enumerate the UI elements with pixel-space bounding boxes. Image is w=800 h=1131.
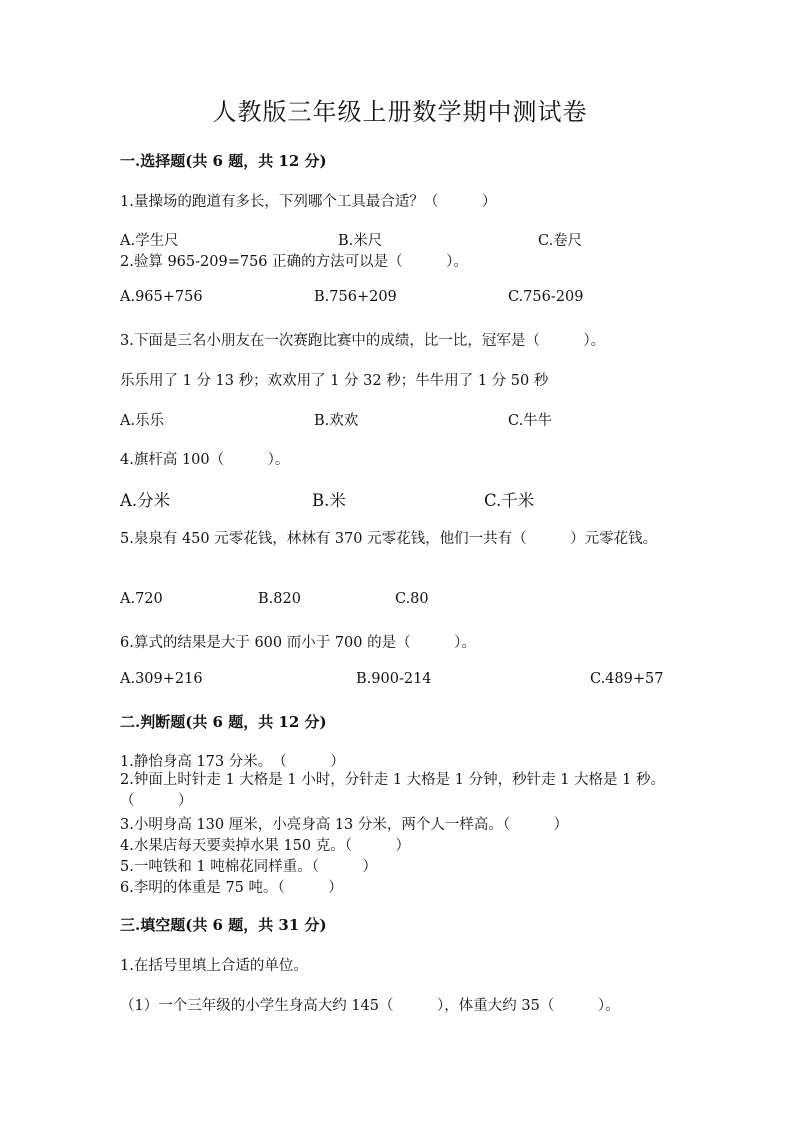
q3-option-b: B.欢欢 (314, 413, 359, 429)
section-heading-choice: 一.选择题(共 6 题，共 12 分) (120, 152, 327, 170)
q3-option-a: A.乐乐 (120, 413, 165, 429)
q3-option-c: C.牛牛 (508, 413, 553, 429)
judgement-1: 1.静怡身高 173 分米。 （ ） (120, 754, 345, 770)
q1-option-a: A.学生尺 (120, 233, 179, 249)
q4-option-a: A.分米 (120, 491, 171, 510)
q5-option-b: B.820 (258, 591, 301, 607)
fill-question-1-part-1: （1）一个三年级的小学生身高大约 145（ ），体重大约 35（ ）。 (120, 998, 620, 1014)
q4-option-c: C.千米 (484, 491, 535, 510)
q1-option-c: C.卷尺 (538, 233, 583, 249)
q2-option-a: A.965+756 (120, 289, 203, 305)
q6-option-a: A.309+216 (120, 671, 203, 687)
q2-option-b: B.756+209 (314, 289, 397, 305)
judgement-4: 4.水果店每天要卖掉水果 150 克。（ ） (120, 838, 410, 854)
q6-option-c: C.489+57 (590, 671, 664, 687)
judgement-5: 5.一吨铁和 1 吨棉花同样重。（ ） (120, 859, 378, 875)
section-heading-judgement: 二.判断题(共 6 题，共 12 分) (120, 713, 327, 731)
q1-option-b: B.米尺 (338, 233, 383, 249)
question-5: 5.泉泉有 450 元零花钱，林林有 370 元零花钱，他们一共有（ ）元零花钱。 (120, 531, 658, 547)
question-3-detail: 乐乐用了 1 分 13 秒；欢欢用了 1 分 32 秒；牛牛用了 1 分 50 秒 (120, 373, 549, 389)
question-6: 6.算式的结果是大于 600 而小于 700 的是（ ）。 (120, 635, 476, 651)
judgement-2: 2.钟面上时针走 1 大格是 1 小时，分针走 1 大格是 1 分钟，秒针走 1 大格是 1 秒。（ ） (120, 772, 665, 809)
q5-option-a: A.720 (120, 591, 163, 607)
q2-option-c: C.756-209 (508, 289, 584, 305)
question-1: 1.量操场的跑道有多长，下列哪个工具最合适？（ ） (120, 194, 497, 210)
fill-question-1: 1.在括号里填上合适的单位。 (120, 958, 308, 974)
q5-option-c: C.80 (395, 591, 429, 607)
page-title: 人教版三年级上册数学期中测试卷 (212, 98, 588, 126)
question-3: 3.下面是三名小朋友在一次赛跑比赛中的成绩，比一比，冠军是（ ）。 (120, 333, 606, 349)
question-2: 2.验算 965-209=756 正确的方法可以是（ ）。 (120, 254, 468, 270)
question-4: 4.旗杆高 100（ ）。 (120, 452, 290, 468)
judgement-6: 6.李明的体重是 75 吨。（ ） (120, 880, 343, 896)
judgement-3: 3.小明身高 130 厘米，小亮身高 13 分米，两个人一样高。（ ） (120, 817, 569, 833)
q4-option-b: B.米 (312, 491, 346, 510)
q6-option-b: B.900-214 (356, 671, 432, 687)
section-heading-fill: 三.填空题(共 6 题，共 31 分) (120, 916, 327, 934)
